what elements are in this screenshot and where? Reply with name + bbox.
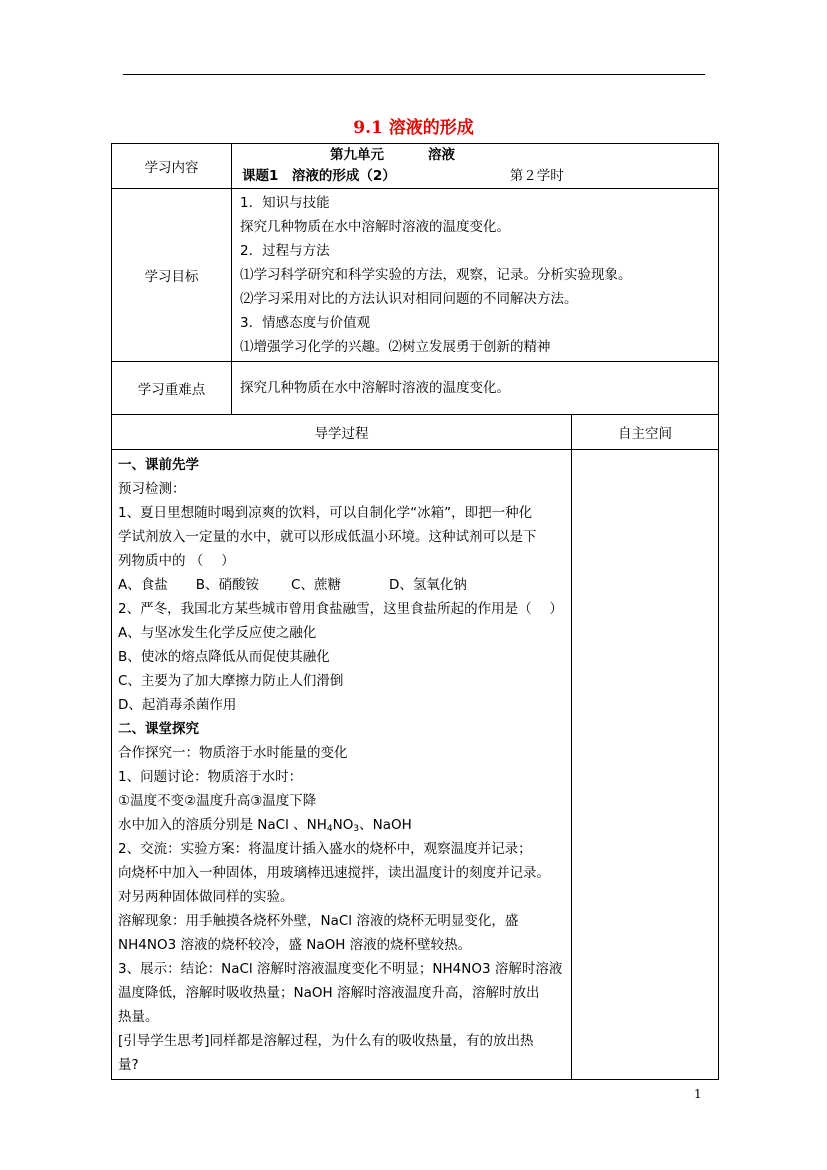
page-number: 1: [694, 1087, 702, 1101]
objective-line: 1．知识与技能: [240, 195, 330, 211]
solute-text: 、NaOH: [359, 817, 412, 833]
content-body-row: [112, 450, 719, 1080]
solute-line: [112, 813, 571, 837]
unit-line: [242, 145, 718, 166]
period-label: 第２学时: [509, 168, 564, 184]
q1-options: [112, 573, 571, 597]
content-label: 学习内容: [112, 144, 232, 189]
objectives-label: 学习目标: [112, 189, 232, 362]
guide-content: [112, 450, 572, 1080]
q2-option: B、使冰的熔点降低从而促使其融化: [118, 649, 330, 665]
question-line: 1、夏日里想随时喝到凉爽的饮料，可以自制化学“冰箱”，即把一种化: [118, 505, 533, 521]
guide-header: 导学过程: [112, 415, 572, 450]
solute-subscript: 3: [353, 824, 360, 834]
explore-title: 合作探究一：物质溶于水时能量的变化: [118, 745, 348, 761]
discussion-line: 1、问题讨论：物质溶于水时：: [118, 769, 303, 785]
key-points-label: 学习重难点: [112, 362, 232, 415]
key-points-row: [112, 362, 719, 415]
objective-line: 2．过程与方法: [240, 243, 330, 259]
lesson-line: [242, 166, 718, 187]
content-row: [112, 144, 719, 189]
objectives-row: [112, 189, 719, 362]
key-points-content: [232, 362, 719, 415]
options-line: ①温度不变②温度升高③温度下降: [118, 793, 317, 809]
page-title: 9.1 溶液的形成: [353, 118, 474, 138]
lesson-name: 课题1 溶液的形成（2）: [242, 168, 396, 184]
option-c: C、蔗糖: [291, 577, 341, 593]
exchange-line: 向烧杯中加入一种固体，用玻璃棒迅速搅拌，读出温度计的刻度并记录。: [118, 865, 550, 881]
unit-topic: 溶液: [428, 147, 455, 163]
solute-subscript: 4: [326, 824, 333, 834]
guide-line: [引导学生思考]同样都是溶解过程，为什么有的吸收热量，有的放出热: [118, 1033, 534, 1049]
q2-option: D、起消毒杀菌作用: [118, 697, 237, 713]
question-line: 2、严冬，我国北方某些城市曾用食盐融雪，这里食盐所起的作用是（ ）: [118, 601, 563, 617]
option-d: D、氢氧化钠: [388, 577, 467, 593]
objective-line: 3．情感态度与价值观: [240, 315, 371, 331]
objectives-content: [232, 189, 719, 362]
phenomenon-line: 溶解现象：用手触摸各烧杯外壁，NaCl 溶液的烧杯无明显变化，盛: [118, 913, 519, 929]
objective-line: ⑴学习科学研究和科学实验的方法，观察，记录。分析实验现象。: [240, 267, 632, 283]
solute-text: 水中加入的溶质分别是 NaCl 、NH: [118, 817, 327, 833]
q2-option: C、主要为了加大摩擦力防止人们滑倒: [118, 673, 344, 689]
display-line: 3、展示：结论：NaCl 溶解时溶液温度变化不明显；NH4NO3 溶解时溶液: [118, 961, 563, 977]
display-line: 温度降低，溶解时吸收热量；NaOH 溶解时溶液温度升高，溶解时放出: [118, 985, 540, 1001]
option-b: B、硝酸铵: [195, 577, 260, 593]
display-line: 热量。: [118, 1009, 159, 1025]
objective-line: ⑵学习采用对比的方法认识对相同问题的不同解决方法。: [240, 291, 578, 307]
content-info: [232, 144, 719, 189]
question-line: 学试剂放入一定量的水中，就可以形成低温小环境。这种试剂可以是下: [118, 529, 537, 545]
lesson-plan-table: [111, 143, 719, 1080]
header-rule: [123, 74, 705, 75]
self-space-header: 自主空间: [572, 415, 719, 450]
exchange-line: 2、交流：实验方案：将温度计插入盛水的烧杯中，观察温度并记录；: [118, 841, 532, 857]
objective-line: ⑴增强学习化学的兴趣。⑵树立发展勇于创新的精神: [240, 339, 551, 355]
preview-label: 预习检测：: [118, 481, 186, 497]
key-points-text: 探究几种物质在水中溶解时溶液的温度变化。: [240, 380, 510, 396]
section-title: 二、课堂探究: [118, 721, 199, 737]
self-space-content: [572, 450, 719, 1080]
option-a: A、食盐: [118, 577, 168, 593]
solute-text: NO: [332, 817, 354, 833]
column-header-row: [112, 415, 719, 450]
exchange-line: 对另两种固体做同样的实验。: [118, 889, 294, 905]
question-line: 列物质中的 （ ）: [118, 553, 235, 569]
phenomenon-line: NH4NO3 溶液的烧杯较冷，盛 NaOH 溶液的烧杯壁较热。: [118, 937, 472, 953]
guide-line: 量?: [118, 1057, 139, 1073]
section-title: 一、课前先学: [118, 457, 199, 473]
objective-line: 探究几种物质在水中溶解时溶液的温度变化。: [240, 219, 510, 235]
unit-name: 第九单元: [330, 147, 384, 163]
q2-option: A、与坚冰发生化学反应使之融化: [118, 625, 317, 641]
